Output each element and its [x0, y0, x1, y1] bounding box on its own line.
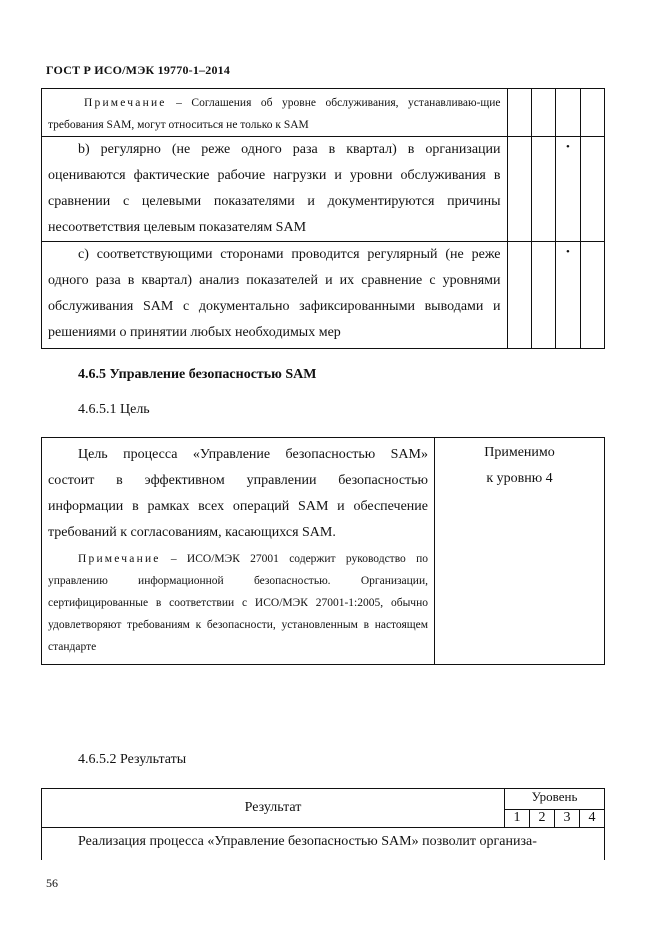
- note-text: – Соглашения об уровне обслуживания, устанавливаю-щие требования SAM, могут относиться не только к SAM: [48, 97, 501, 131]
- level-1-header: 1: [505, 809, 530, 827]
- level-3-bullet: •: [556, 137, 580, 242]
- level-2-header: 2: [530, 809, 555, 827]
- requirements-table: [41, 88, 605, 349]
- results-heading: 4.6.5.2 Результаты: [78, 752, 187, 767]
- level-2-cell: [531, 89, 555, 137]
- level-1-cell: [507, 89, 531, 137]
- table-row: [42, 89, 605, 137]
- result-row-cell: [42, 828, 605, 861]
- row-b-text: b) регулярно (не реже одного раза в квартал) в организации оцениваются фактические рабочие нагрузки и уровни обслуживания в сравнении с целевыми показателями и документируются причины несоответствия целевым показателям SAM: [48, 142, 501, 235]
- goal-text-cell: [42, 438, 435, 665]
- level-4-cell: [580, 137, 604, 242]
- result-row-text: Реализация процесса «Управление безопасностью SAM» позволит организа-: [78, 834, 537, 849]
- results-table: [41, 788, 605, 860]
- table-row: [42, 438, 605, 665]
- level-3-header: 3: [555, 809, 580, 827]
- level-2-cell: [531, 242, 555, 349]
- level-4-header: 4: [580, 809, 605, 827]
- table-row: [42, 137, 605, 242]
- level-4-cell: [580, 89, 604, 137]
- goal-note-label: Примечание: [78, 553, 161, 565]
- level-3-cell: [556, 89, 580, 137]
- level-4-cell: [580, 242, 604, 349]
- page-number: 56: [46, 876, 58, 890]
- row-c-text: c) соответствующими сторонами проводится регулярный (не реже одного раза в квартал) анализ показателей и их сравнение с уровнями обслуживания SAM с документально зафиксированными выводами и решениями о принятии любых необходимых мер: [48, 247, 501, 340]
- document-header: ГОСТ Р ИСО/МЭК 19770-1–2014: [46, 63, 231, 77]
- applicable-line-2: к уровню 4: [486, 471, 553, 486]
- level-3-bullet: •: [556, 242, 580, 349]
- note-label: Примечание: [84, 97, 167, 109]
- row-c-cell: [42, 242, 508, 349]
- goal-table: [41, 437, 605, 665]
- level-1-cell: [507, 242, 531, 349]
- section-heading: 4.6.5 Управление безопасностью SAM: [78, 367, 317, 382]
- table-row: [42, 828, 605, 861]
- level-column-header: Уровень: [505, 789, 605, 810]
- table-row: [42, 242, 605, 349]
- goal-text: Цель процесса «Управление безопасностью SAM» состоит в эффективном управлении безопасностью информации в рамках всех операций SAM и обеспечение требований к согласованиям, касающихся SAM.: [48, 447, 428, 540]
- level-1-cell: [507, 137, 531, 242]
- note-cell: [42, 89, 508, 137]
- table-header-row: [42, 789, 605, 810]
- goal-note-text: – ИСО/МЭК 27001 содержит руководство по управлению информационной безопасностью. Организации, сертифицированные в соответствии с ИСО/МЭК 27001-1:2005, обычно удовлетворяют требованиям к безопасности, установленным в настоящем стандарте: [48, 553, 428, 653]
- goal-heading: 4.6.5.1 Цель: [78, 402, 150, 417]
- applicability-cell: [435, 438, 605, 665]
- row-b-cell: [42, 137, 508, 242]
- result-column-header: Результат: [42, 789, 505, 828]
- applicable-line-1: Применимо: [484, 445, 555, 460]
- level-2-cell: [531, 137, 555, 242]
